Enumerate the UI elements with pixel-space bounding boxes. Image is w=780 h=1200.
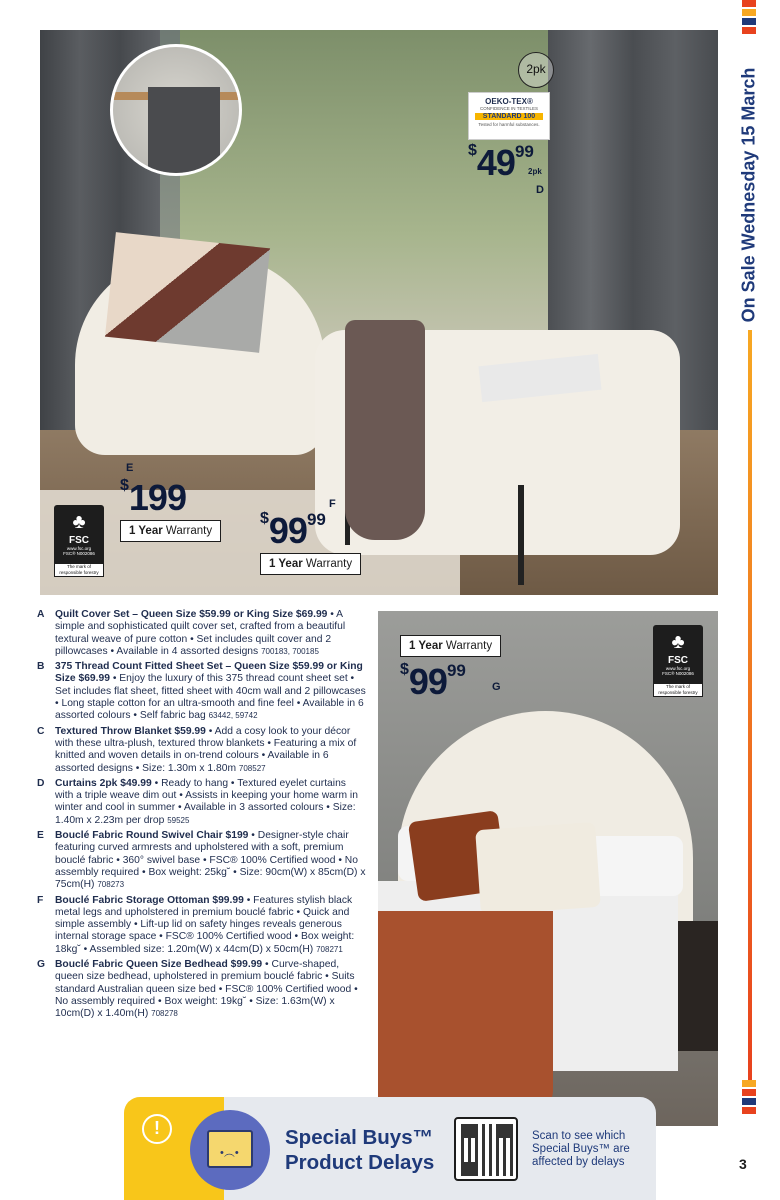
product-descriptions [37,609,367,1024]
banner-title: Special Buys™ Product Delays [285,1126,435,1174]
price-d-sub: 2pk [528,167,542,176]
fsc-logo: ♣ FSC www.fsc.org FSC® N002086 The mark of responsible forestry [653,625,703,697]
price-d: $4999 [468,142,534,183]
tree-check-icon: ♣ [72,511,86,533]
throw-blanket [378,911,553,1111]
box-face-icon: •︵• [220,1147,239,1159]
bottom-color-stripes [742,1080,756,1116]
throw-blanket [345,320,425,540]
product-item-a: A Quilt Cover Set – Queen Size $59.99 or King Size $69.99 • A simple and sophisticated quilt cover set, crafted from a beautiful textural weave of pure cotton • Set includes quilt cover and 2 pillowcases • Available in 4 assorted designs 700183, 700185 [37,609,346,657]
hero-product-photo [40,30,718,595]
product-item-d: D Curtains 2pk $49.99 • Ready to hang • Textured eyelet curtains with a triple weave dim out • Assists in keeping your home warm in winter and cool in summer • Available in 3 assorted colours • Size: 1.40m x 2.23m per drop 59525 [37,777,358,826]
product-letter-d: D [536,184,544,196]
side-accent-line [748,330,752,1080]
price-g: $9999 [400,661,466,702]
product-item-e: E Bouclé Fabric Round Swivel Chair $199 • Designer-style chair featuring curved armrests and upholstered with a soft, premium bouclé fabric • 360° swivel base • FSC® 100% Certified wood • No assembly required • Box weight: 25kg˘ • Size: 90cm(W) x 85cm(D) x 75cm(H) 708273 [37,830,366,891]
ottoman-leg [518,485,524,585]
warranty-badge-f: 1 Year Warranty [260,553,361,575]
product-letter-g: G [492,681,501,693]
product-item-b: B 375 Thread Count Fitted Sheet Set – Queen Size $59.99 or King Size $69.99 • Enjoy the luxury of this 375 thread count sheet set • Set includes flat sheet, fitted sheet with 40cm wall and 2 pillowcases • Long staple cotton for an ultra-smooth and fine feel • Available in 6 assorted colours • Self fabric bag 63442, 59742 [37,661,366,722]
price-e: $199 [120,477,186,518]
curtain-detail-inset [110,44,242,176]
oeko-tex-label: OEKO-TEX® CONFIDENCE IN TEXTILES STANDARD 100 Tested for harmful substances. [468,92,550,140]
page-number: 3 [739,1156,747,1172]
cushion-face-art [475,822,601,915]
product-letter-f: F [329,498,336,510]
pack-badge: 2pk [518,52,554,88]
top-color-stripes [742,0,756,45]
warranty-badge-e: 1 Year Warranty [120,520,221,542]
warranty-badge-g: 1 Year Warranty [400,635,501,657]
product-item-c: C Textured Throw Blanket $59.99 • Add a cosy look to your décor with these ultra-plush, textured throw blankets • Featuring a mix of knitted and woven details in on-trend colours • Available in 6 assorted designs • Size: 1.30m x 1.80m 708527 [37,725,357,774]
price-f: $9999 [260,510,326,551]
product-item-g: G Bouclé Fabric Queen Size Bedhead $99.99 • Curve-shaped, queen size bedhead, upholstered in premium bouclé fabric • Suits standard Australian queen size bed • FSC® 100% Certified wood • No assembly required • Box weight: 19kg˘ • Size: 1.63m(W) x 10cm(D) x 1.40m(H) 708278 [37,959,358,1020]
scan-instructions: Scan to see which Special Buys™ are affected by delays [532,1130,630,1168]
fsc-logo: ♣ FSC www.fsc.org FSC® N002086 The mark of responsible forestry [54,505,104,577]
qr-code[interactable] [454,1117,518,1181]
tree-check-icon: ♣ [671,631,685,653]
product-letter-e: E [126,462,134,474]
sale-date-label: On Sale Wednesday 15 March [738,67,759,323]
product-item-f: F Bouclé Fabric Storage Ottoman $99.99 • Features stylish black metal legs and upholstered in premium bouclé fabric • Quick and simple assembly • Lift-up lid on safety hinges reveals generous internal storage space • FSC® 100% Certified wood • Box weight: 18kg˘ • Assembled size: 1.20m(W) x 44cm(D) x 50cm(H) 708271 [37,894,355,955]
bedhead-product-photo [378,611,718,1126]
bedside-table [673,921,718,1051]
alert-icon: ! [142,1114,172,1144]
cushion [105,232,270,353]
special-buys-delay-banner[interactable] [124,1097,656,1200]
